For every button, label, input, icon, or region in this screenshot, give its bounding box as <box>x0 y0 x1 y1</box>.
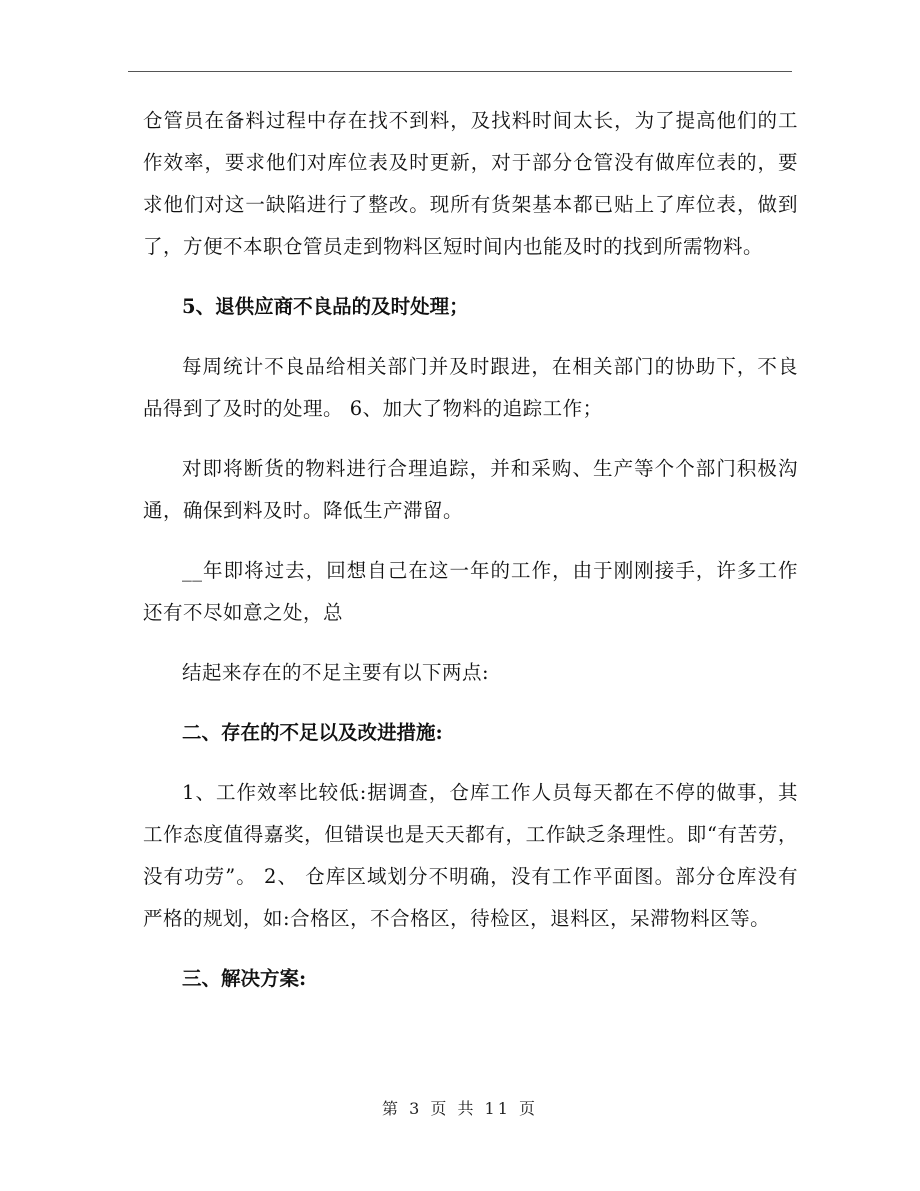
header-rule <box>128 71 792 72</box>
paragraph-material-tracking: 对即将断货的物料进行合理追踪，并和采购、生产等个个部门积极沟通，确保到料及时。降低生产滞留。 <box>143 457 798 522</box>
paragraph-efficiency-issues: 1、工作效率比较低:据调查，仓库工作人员每天都在不停的做事，其工作态度值得嘉奖，但错误也是天天都有，工作缺乏条理性。即“有苦劳，没有功劳”。 2、 仓库区域划分不明确，没有工作平面图。部分仓库没有严格的规划，如:合格区，不合格区，待检区，退料区，呆滞物料区等。 <box>143 781 798 930</box>
heading-solutions: 三、解决方案: <box>182 967 307 990</box>
paragraph-year-review: __年即将过去，回想自己在这一年的工作，由于刚刚接手，许多工作还有不尽如意之处，总 <box>143 559 798 624</box>
paragraph-inventory-table: 仓管员在备料过程中存在找不到料，及找料时间太长，为了提高他们的工作效率，要求他们对库位表及时更新，对于部分仓管没有做库位表的，要求他们对这一缺陷进行了整改。现所有货架基本都已贴上了库位表，做到了，方便不本职仓管员走到物料区短时间内也能及时的找到所需物料。 <box>143 109 798 258</box>
page-number: 第 3 页 共 11 页 <box>382 1099 538 1118</box>
heading-shortcomings: 二、存在的不足以及改进措施: <box>182 721 443 744</box>
paragraph-summary-intro: 结起来存在的不足主要有以下两点: <box>182 661 490 684</box>
paragraph-defective-stats: 每周统计不良品给相关部门并及时跟进，在相关部门的协助下，不良品得到了及时的处理。 6、加大了物料的追踪工作； <box>143 355 798 420</box>
heading-defective-returns: 5、退供应商不良品的及时处理； <box>182 295 469 318</box>
document-body <box>143 100 798 1000</box>
